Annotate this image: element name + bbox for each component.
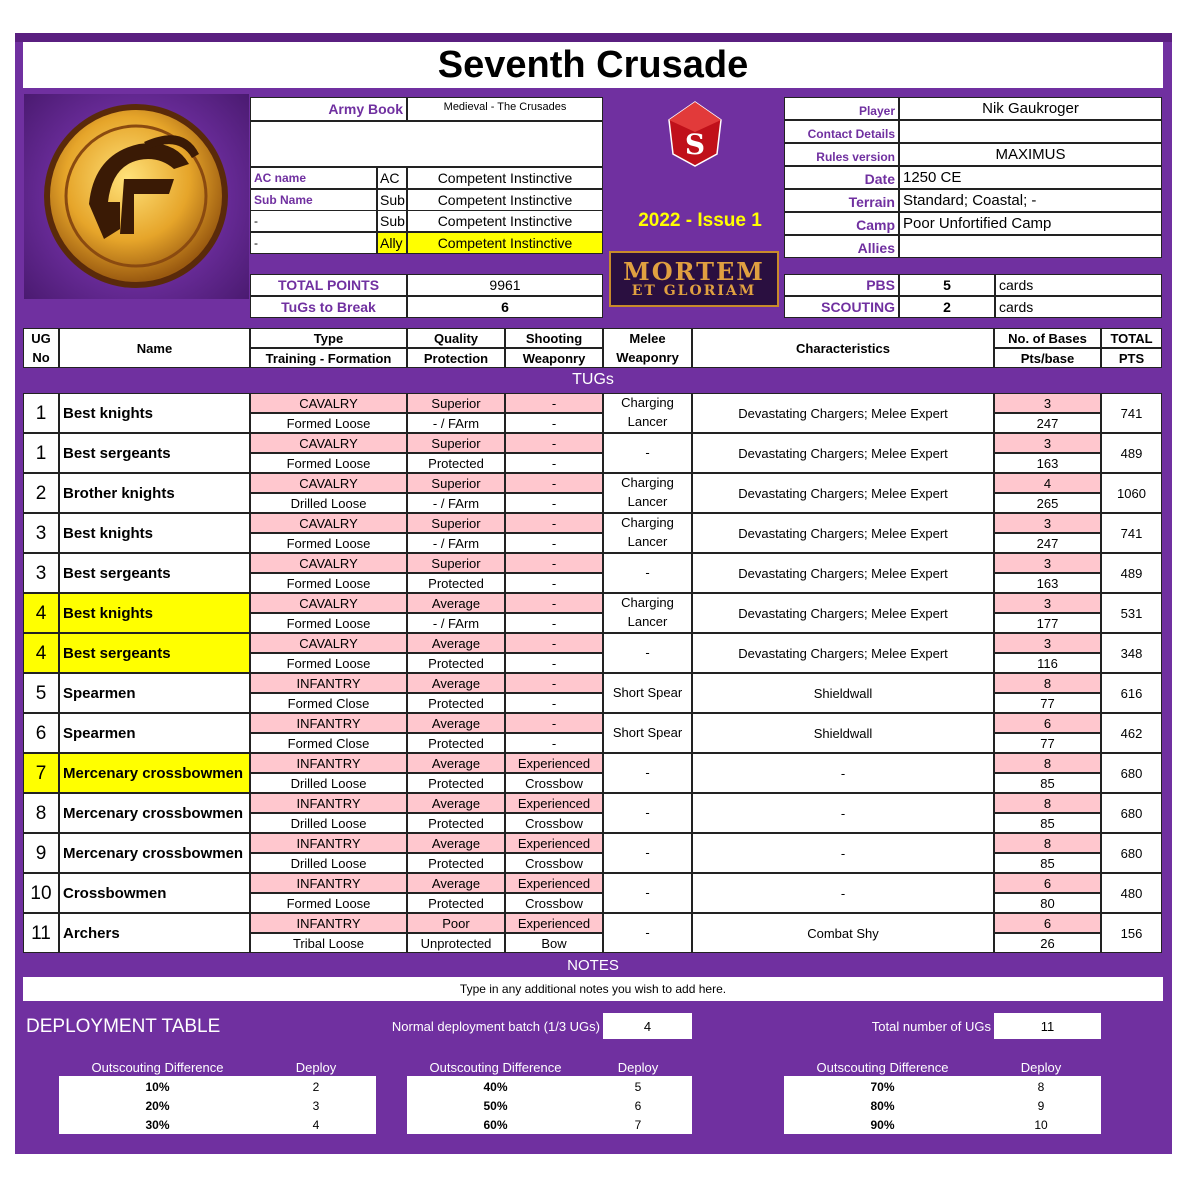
deploy-count: 6	[634, 1098, 642, 1113]
tug-quality: Superior	[407, 553, 505, 573]
tug-characteristics: Devastating Chargers; Melee Expert	[692, 553, 994, 593]
tug-total-pts: 1060	[1101, 473, 1162, 513]
tug-bases[interactable]: 3	[994, 593, 1101, 613]
tug-name[interactable]: Best sergeants	[59, 433, 250, 473]
tug-protection: Protected	[407, 893, 505, 913]
header-total-bottom: PTS	[1101, 348, 1162, 368]
tug-name[interactable]: Best knights	[59, 393, 250, 433]
tug-shooting-weaponry: -	[505, 493, 603, 513]
deploy-col-label: Deploy	[617, 1059, 659, 1075]
tug-protection: Protected	[407, 573, 505, 593]
ac-code-cell: Sub	[377, 189, 407, 211]
pbs-unit: cards	[995, 274, 1162, 296]
tug-formation: Formed Loose	[250, 893, 407, 913]
army-sheet	[15, 33, 1172, 1154]
tug-shooting: Experienced	[505, 833, 603, 853]
tug-shooting: Experienced	[505, 873, 603, 893]
deployment-total-value[interactable]: 11	[994, 1013, 1101, 1039]
ac-value-cell[interactable]: Competent Instinctive	[407, 189, 603, 211]
tug-quality: Average	[407, 793, 505, 813]
deploy-count: 9	[1037, 1098, 1045, 1113]
tug-melee-weaponry: Charging Lancer	[603, 513, 692, 553]
tug-type: INFANTRY	[250, 673, 407, 693]
outscouting-pct: 10%	[145, 1079, 170, 1094]
tug-name[interactable]: Brother knights	[59, 473, 250, 513]
tug-shooting: Experienced	[505, 753, 603, 773]
tug-type: CAVALRY	[250, 633, 407, 653]
tug-name[interactable]: Mercenary crossbowmen	[59, 833, 250, 873]
tug-quality: Average	[407, 673, 505, 693]
tug-characteristics: Shieldwall	[692, 673, 994, 713]
deployment-title: DEPLOYMENT TABLE	[26, 1015, 221, 1037]
issue-label: 2022 - Issue 1	[638, 209, 762, 231]
player-info-label: Player	[784, 97, 899, 120]
scouting-label: SCOUTING	[784, 296, 899, 318]
outscouting-pct: 90%	[870, 1117, 895, 1132]
tug-total-pts: 680	[1101, 793, 1162, 833]
header-characteristics: Characteristics	[692, 328, 994, 368]
tug-bases[interactable]: 8	[994, 833, 1101, 853]
player-info-value[interactable]: MAXIMUS	[899, 143, 1162, 166]
tug-pts-per-base: 26	[994, 933, 1101, 953]
scouting-value[interactable]: 2	[899, 296, 995, 318]
tug-pts-per-base: 163	[994, 573, 1101, 593]
deployment-total-label: Total number of UGs	[871, 1018, 991, 1034]
ac-value-cell[interactable]: Competent Instinctive	[407, 232, 603, 254]
tug-name[interactable]: Best sergeants	[59, 633, 250, 673]
player-info-value[interactable]: Poor Unfortified Camp	[899, 212, 1162, 235]
tug-characteristics: Devastating Chargers; Melee Expert	[692, 513, 994, 553]
tug-formation: Formed Close	[250, 693, 407, 713]
tug-bases[interactable]: 6	[994, 873, 1101, 893]
helmet-emblem-icon	[24, 94, 249, 299]
tug-protection: Protected	[407, 813, 505, 833]
tug-characteristics: Devastating Chargers; Melee Expert	[692, 393, 994, 433]
tug-formation: Formed Loose	[250, 533, 407, 553]
tug-total-pts: 680	[1101, 833, 1162, 873]
tug-bases[interactable]: 6	[994, 713, 1101, 733]
tug-ug-no: 9	[23, 833, 59, 873]
total-points-value[interactable]: 9961	[407, 274, 603, 296]
mortem-logo-bottom: ET GLORIAM	[631, 283, 757, 299]
tug-shooting-weaponry: -	[505, 733, 603, 753]
tug-shooting: Experienced	[505, 913, 603, 933]
tug-total-pts: 480	[1101, 873, 1162, 913]
tug-total-pts: 348	[1101, 633, 1162, 673]
tug-melee-weaponry: -	[603, 873, 692, 913]
deploy-count: 8	[1037, 1079, 1045, 1094]
tug-ug-no: 4	[23, 633, 59, 673]
mortem-logo-top: MORTEM	[623, 257, 765, 286]
tug-type: CAVALRY	[250, 593, 407, 613]
tug-protection: Protected	[407, 453, 505, 473]
tug-pts-per-base: 85	[994, 853, 1101, 873]
player-info-label: Rules version	[784, 143, 899, 166]
tugs-to-break-value[interactable]: 6	[407, 296, 603, 318]
tug-characteristics: Devastating Chargers; Melee Expert	[692, 473, 994, 513]
tug-bases[interactable]: 3	[994, 633, 1101, 653]
tug-bases[interactable]: 4	[994, 473, 1101, 493]
tug-name[interactable]: Spearmen	[59, 673, 250, 713]
tug-pts-per-base: 77	[994, 733, 1101, 753]
tug-type: INFANTRY	[250, 913, 407, 933]
deploy-count: 5	[634, 1079, 642, 1094]
tug-quality: Superior	[407, 513, 505, 533]
tug-pts-per-base: 85	[994, 773, 1101, 793]
tug-formation: Drilled Loose	[250, 853, 407, 873]
tug-formation: Formed Close	[250, 733, 407, 753]
header-bases-top: No. of Bases	[994, 328, 1101, 348]
tug-shooting-weaponry: Crossbow	[505, 773, 603, 793]
tug-shooting-weaponry: Crossbow	[505, 893, 603, 913]
outscouting-col-label: Outscouting Difference	[816, 1059, 949, 1075]
tug-protection: Protected	[407, 653, 505, 673]
tug-ug-no: 3	[23, 513, 59, 553]
pbs-label: PBS	[784, 274, 899, 296]
tug-pts-per-base: 85	[994, 813, 1101, 833]
header-shooting-top: Shooting	[505, 328, 603, 348]
tug-shooting-weaponry: -	[505, 453, 603, 473]
player-info-value[interactable]: Standard; Coastal; -	[899, 189, 1162, 212]
header-shooting-bottom: Weaponry	[505, 348, 603, 368]
player-info-value[interactable]: Nik Gaukroger	[899, 97, 1162, 120]
tug-quality: Average	[407, 873, 505, 893]
tug-total-pts: 616	[1101, 673, 1162, 713]
deploy-count: 4	[312, 1117, 320, 1132]
tug-type: INFANTRY	[250, 873, 407, 893]
player-info-label: Contact Details	[784, 120, 899, 143]
tug-pts-per-base: 265	[994, 493, 1101, 513]
player-info-value[interactable]: 1250 CE	[899, 166, 1162, 189]
tug-total-pts: 741	[1101, 393, 1162, 433]
top-border	[15, 33, 1172, 42]
tug-formation: Formed Loose	[250, 653, 407, 673]
tug-total-pts: 489	[1101, 553, 1162, 593]
tug-total-pts: 462	[1101, 713, 1162, 753]
tug-name[interactable]: Archers	[59, 913, 250, 953]
tug-ug-no: 1	[23, 393, 59, 433]
tug-total-pts: 156	[1101, 913, 1162, 953]
header-melee-bottom: Weaponry	[616, 350, 679, 365]
tug-melee-weaponry: Short Spear	[603, 713, 692, 753]
tug-shooting-weaponry: Crossbow	[505, 853, 603, 873]
tug-type: CAVALRY	[250, 473, 407, 493]
header-quality-top: Quality	[407, 328, 505, 348]
tug-protection: - / FArm	[407, 493, 505, 513]
tug-ug-no: 3	[23, 553, 59, 593]
tug-quality: Superior	[407, 473, 505, 493]
outscouting-pct: 70%	[870, 1079, 895, 1094]
tugs-section-label: TUGs	[572, 371, 614, 388]
tug-ug-no: 10	[23, 873, 59, 913]
dice-logo-icon	[665, 98, 725, 170]
tug-total-pts: 489	[1101, 433, 1162, 473]
tug-quality: Average	[407, 753, 505, 773]
header-ug-bottom: No	[32, 350, 50, 365]
ac-value-cell[interactable]: Competent Instinctive	[407, 210, 603, 232]
army-book-label: Army Book	[250, 97, 407, 121]
header-type-bottom: Training - Formation	[250, 348, 407, 368]
deploy-count: 7	[634, 1117, 642, 1132]
tug-type: CAVALRY	[250, 393, 407, 413]
tug-melee-weaponry: Charging Lancer	[603, 393, 692, 433]
deploy-col-label: Deploy	[1020, 1059, 1062, 1075]
header-name: Name	[59, 328, 250, 368]
ac-code-cell: Sub	[377, 210, 407, 232]
tug-formation: Formed Loose	[250, 613, 407, 633]
tug-formation: Formed Loose	[250, 453, 407, 473]
army-book-value[interactable]: Medieval - The Crusades	[407, 97, 603, 121]
tug-ug-no: 1	[23, 433, 59, 473]
tug-ug-no: 4	[23, 593, 59, 633]
tug-type: INFANTRY	[250, 753, 407, 773]
tug-name[interactable]: Crossbowmen	[59, 873, 250, 913]
tug-characteristics: -	[692, 873, 994, 913]
ac-value-cell[interactable]: Competent Instinctive	[407, 167, 603, 189]
ac-code-cell: Ally	[377, 232, 407, 254]
tug-shooting: -	[505, 473, 603, 493]
tug-formation: Drilled Loose	[250, 813, 407, 833]
tug-ug-no: 7	[23, 753, 59, 793]
tug-ug-no: 2	[23, 473, 59, 513]
tug-shooting-weaponry: -	[505, 413, 603, 433]
tug-melee-weaponry: -	[603, 553, 692, 593]
tug-melee-weaponry: Short Spear	[603, 673, 692, 713]
tug-shooting: -	[505, 513, 603, 533]
tug-name[interactable]: Best knights	[59, 593, 250, 633]
tug-name[interactable]: Spearmen	[59, 713, 250, 753]
tug-name[interactable]: Best sergeants	[59, 553, 250, 593]
ac-name-cell[interactable]: -	[250, 232, 377, 254]
tug-shooting-weaponry: -	[505, 653, 603, 673]
tug-bases[interactable]: 8	[994, 673, 1101, 693]
tug-characteristics: -	[692, 753, 994, 793]
player-info-label: Allies	[784, 235, 899, 258]
tug-characteristics: Devastating Chargers; Melee Expert	[692, 593, 994, 633]
deployment-batch-label: Normal deployment batch (1/3 UGs)	[391, 1018, 600, 1034]
ac-name-cell[interactable]: Sub Name	[250, 189, 377, 211]
tug-shooting-weaponry: -	[505, 573, 603, 593]
outscouting-pct: 20%	[145, 1098, 170, 1113]
tug-ug-no: 5	[23, 673, 59, 713]
tug-ug-no: 11	[23, 913, 59, 953]
header-ug-top: UG	[31, 331, 51, 346]
tug-pts-per-base: 80	[994, 893, 1101, 913]
tug-name[interactable]: Mercenary crossbowmen	[59, 793, 250, 833]
tug-pts-per-base: 247	[994, 413, 1101, 433]
tug-characteristics: Combat Shy	[692, 913, 994, 953]
tug-name[interactable]: Best knights	[59, 513, 250, 553]
tug-protection: Protected	[407, 733, 505, 753]
player-info-label: Camp	[784, 212, 899, 235]
tug-bases[interactable]: 3	[994, 553, 1101, 573]
total-points-label: TOTAL POINTS	[250, 274, 407, 296]
ac-code-cell: AC	[377, 167, 407, 189]
header-melee-top: Melee	[629, 331, 666, 346]
svg-text:S: S	[684, 128, 706, 161]
tug-type: INFANTRY	[250, 833, 407, 853]
outscouting-col-label: Outscouting Difference	[91, 1059, 224, 1075]
notes-input[interactable]: Type in any additional notes you wish to add here.	[23, 977, 1163, 1001]
tug-shooting: -	[505, 713, 603, 733]
tug-shooting: -	[505, 593, 603, 613]
tug-formation: Drilled Loose	[250, 493, 407, 513]
player-info-value[interactable]	[899, 235, 1162, 258]
tug-quality: Average	[407, 593, 505, 613]
tug-protection: - / FArm	[407, 613, 505, 633]
tug-characteristics: -	[692, 833, 994, 873]
tug-formation: Drilled Loose	[250, 773, 407, 793]
army-book-blank	[250, 121, 603, 167]
header-quality-bottom: Protection	[407, 348, 505, 368]
tug-pts-per-base: 163	[994, 453, 1101, 473]
tug-protection: Protected	[407, 773, 505, 793]
outscouting-pct: 40%	[483, 1079, 508, 1094]
tug-total-pts: 680	[1101, 753, 1162, 793]
player-info-value[interactable]	[899, 120, 1162, 143]
outscouting-pct: 50%	[483, 1098, 508, 1113]
tug-melee-weaponry: -	[603, 793, 692, 833]
tug-protection: Protected	[407, 693, 505, 713]
tug-melee-weaponry: Charging Lancer	[603, 593, 692, 633]
tug-melee-weaponry: -	[603, 433, 692, 473]
tug-melee-weaponry: -	[603, 833, 692, 873]
tug-shooting-weaponry: -	[505, 613, 603, 633]
deploy-count: 3	[312, 1098, 320, 1113]
tug-quality: Average	[407, 833, 505, 853]
tug-ug-no: 6	[23, 713, 59, 753]
ac-name-cell[interactable]: AC name	[250, 167, 377, 189]
tug-quality: Superior	[407, 433, 505, 453]
tug-formation: Formed Loose	[250, 573, 407, 593]
tug-shooting-weaponry: Crossbow	[505, 813, 603, 833]
notes-label: NOTES	[567, 956, 619, 974]
ac-name-cell[interactable]: -	[250, 210, 377, 232]
tug-shooting: -	[505, 633, 603, 653]
tug-quality: Average	[407, 633, 505, 653]
tug-bases[interactable]: 6	[994, 913, 1101, 933]
tug-characteristics: Devastating Chargers; Melee Expert	[692, 633, 994, 673]
tug-protection: - / FArm	[407, 533, 505, 553]
tug-type: INFANTRY	[250, 713, 407, 733]
header-type-top: Type	[250, 328, 407, 348]
tug-melee-weaponry: -	[603, 753, 692, 793]
tug-bases[interactable]: 3	[994, 433, 1101, 453]
tug-bases[interactable]: 8	[994, 753, 1101, 773]
tug-shooting-weaponry: Bow	[505, 933, 603, 953]
tug-pts-per-base: 247	[994, 533, 1101, 553]
tug-shooting-weaponry: -	[505, 693, 603, 713]
tug-formation: Tribal Loose	[250, 933, 407, 953]
tug-protection: Unprotected	[407, 933, 505, 953]
deploy-count: 2	[312, 1079, 320, 1094]
tug-melee-weaponry: -	[603, 913, 692, 953]
tugs-to-break-label: TuGs to Break	[250, 296, 407, 318]
tug-pts-per-base: 177	[994, 613, 1101, 633]
tug-shooting: -	[505, 553, 603, 573]
tug-quality: Superior	[407, 393, 505, 413]
tug-total-pts: 531	[1101, 593, 1162, 633]
tug-protection: - / FArm	[407, 413, 505, 433]
player-info-label: Terrain	[784, 189, 899, 212]
tug-melee-weaponry: Charging Lancer	[603, 473, 692, 513]
mortem-logo	[609, 251, 779, 307]
tug-quality: Poor	[407, 913, 505, 933]
tug-characteristics: Devastating Chargers; Melee Expert	[692, 433, 994, 473]
tug-characteristics: -	[692, 793, 994, 833]
outscouting-pct: 30%	[145, 1117, 170, 1132]
header-bases-bottom: Pts/base	[994, 348, 1101, 368]
tug-ug-no: 8	[23, 793, 59, 833]
tug-type: INFANTRY	[250, 793, 407, 813]
tug-type: CAVALRY	[250, 433, 407, 453]
tug-shooting: -	[505, 433, 603, 453]
tug-bases[interactable]: 3	[994, 513, 1101, 533]
army-title[interactable]: Seventh Crusade	[23, 42, 1163, 88]
tug-type: CAVALRY	[250, 513, 407, 533]
pbs-value[interactable]: 5	[899, 274, 995, 296]
tug-shooting: Experienced	[505, 793, 603, 813]
deploy-count: 10	[1034, 1117, 1048, 1132]
tug-shooting-weaponry: -	[505, 533, 603, 553]
tug-bases[interactable]: 8	[994, 793, 1101, 813]
tug-shooting: -	[505, 393, 603, 413]
tug-total-pts: 741	[1101, 513, 1162, 553]
header-total-top: TOTAL	[1101, 328, 1162, 348]
tug-formation: Formed Loose	[250, 413, 407, 433]
tug-type: CAVALRY	[250, 553, 407, 573]
tug-characteristics: Shieldwall	[692, 713, 994, 753]
tug-melee-weaponry: -	[603, 633, 692, 673]
tug-pts-per-base: 116	[994, 653, 1101, 673]
tug-quality: Average	[407, 713, 505, 733]
outscouting-pct: 60%	[483, 1117, 508, 1132]
tug-bases[interactable]: 3	[994, 393, 1101, 413]
scouting-unit: cards	[995, 296, 1162, 318]
deploy-col-label: Deploy	[295, 1059, 337, 1075]
tug-protection: Protected	[407, 853, 505, 873]
player-info-label: Date	[784, 166, 899, 189]
outscouting-pct: 80%	[870, 1098, 895, 1113]
tug-shooting: -	[505, 673, 603, 693]
outscouting-col-label: Outscouting Difference	[429, 1059, 562, 1075]
tug-pts-per-base: 77	[994, 693, 1101, 713]
tug-name[interactable]: Mercenary crossbowmen	[59, 753, 250, 793]
deployment-batch-value[interactable]: 4	[603, 1013, 692, 1039]
